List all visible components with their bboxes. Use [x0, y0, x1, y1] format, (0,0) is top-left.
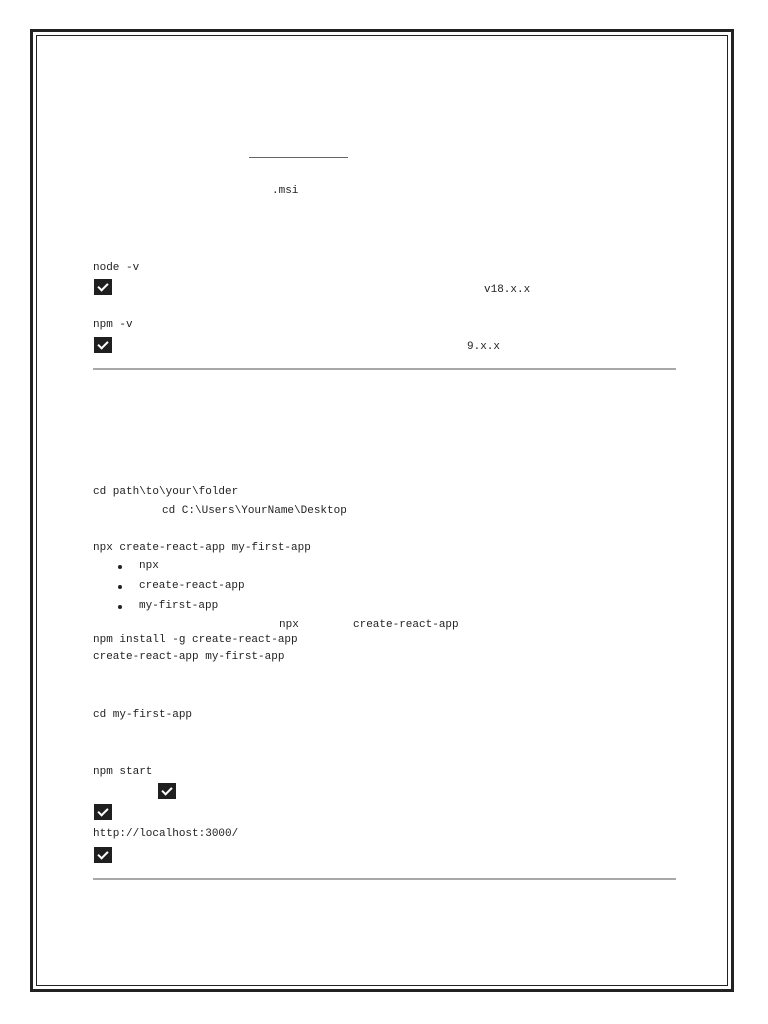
- check-icon: [94, 804, 112, 820]
- check-icon: [158, 783, 176, 799]
- page-frame-inner: [36, 35, 728, 986]
- bullet-marker: [118, 605, 122, 609]
- section-divider: [93, 878, 676, 880]
- npm-version-command: npm -v: [93, 319, 133, 331]
- list-item: npx: [139, 560, 159, 572]
- node-version-command: node -v: [93, 262, 140, 274]
- node-version-output: v18.x.x: [484, 284, 531, 296]
- cd-app-command: cd my-first-app: [93, 709, 193, 721]
- list-item: create-react-app: [139, 580, 245, 592]
- check-icon: [94, 337, 112, 353]
- cra-command: create-react-app my-first-app: [93, 651, 285, 663]
- localhost-url[interactable]: http://localhost:3000/: [93, 828, 239, 840]
- cd-example: cd C:\Users\YourName\Desktop: [162, 505, 347, 517]
- install-command: npm install -g create-react-app: [93, 634, 298, 646]
- download-link-underline[interactable]: [249, 157, 348, 158]
- list-item: my-first-app: [139, 600, 219, 612]
- check-icon: [94, 279, 112, 295]
- bullet-marker: [118, 585, 122, 589]
- cd-command: cd path\to\your\folder: [93, 486, 239, 498]
- section-divider: [93, 368, 676, 370]
- alt-cra-text: create-react-app: [353, 619, 459, 631]
- alt-npx-text: npx: [279, 619, 299, 631]
- bullet-marker: [118, 565, 122, 569]
- npx-command: npx create-react-app my-first-app: [93, 542, 311, 554]
- check-icon: [94, 847, 112, 863]
- msi-text: .msi: [272, 185, 299, 197]
- npm-version-output: 9.x.x: [467, 341, 501, 353]
- start-command: npm start: [93, 766, 153, 778]
